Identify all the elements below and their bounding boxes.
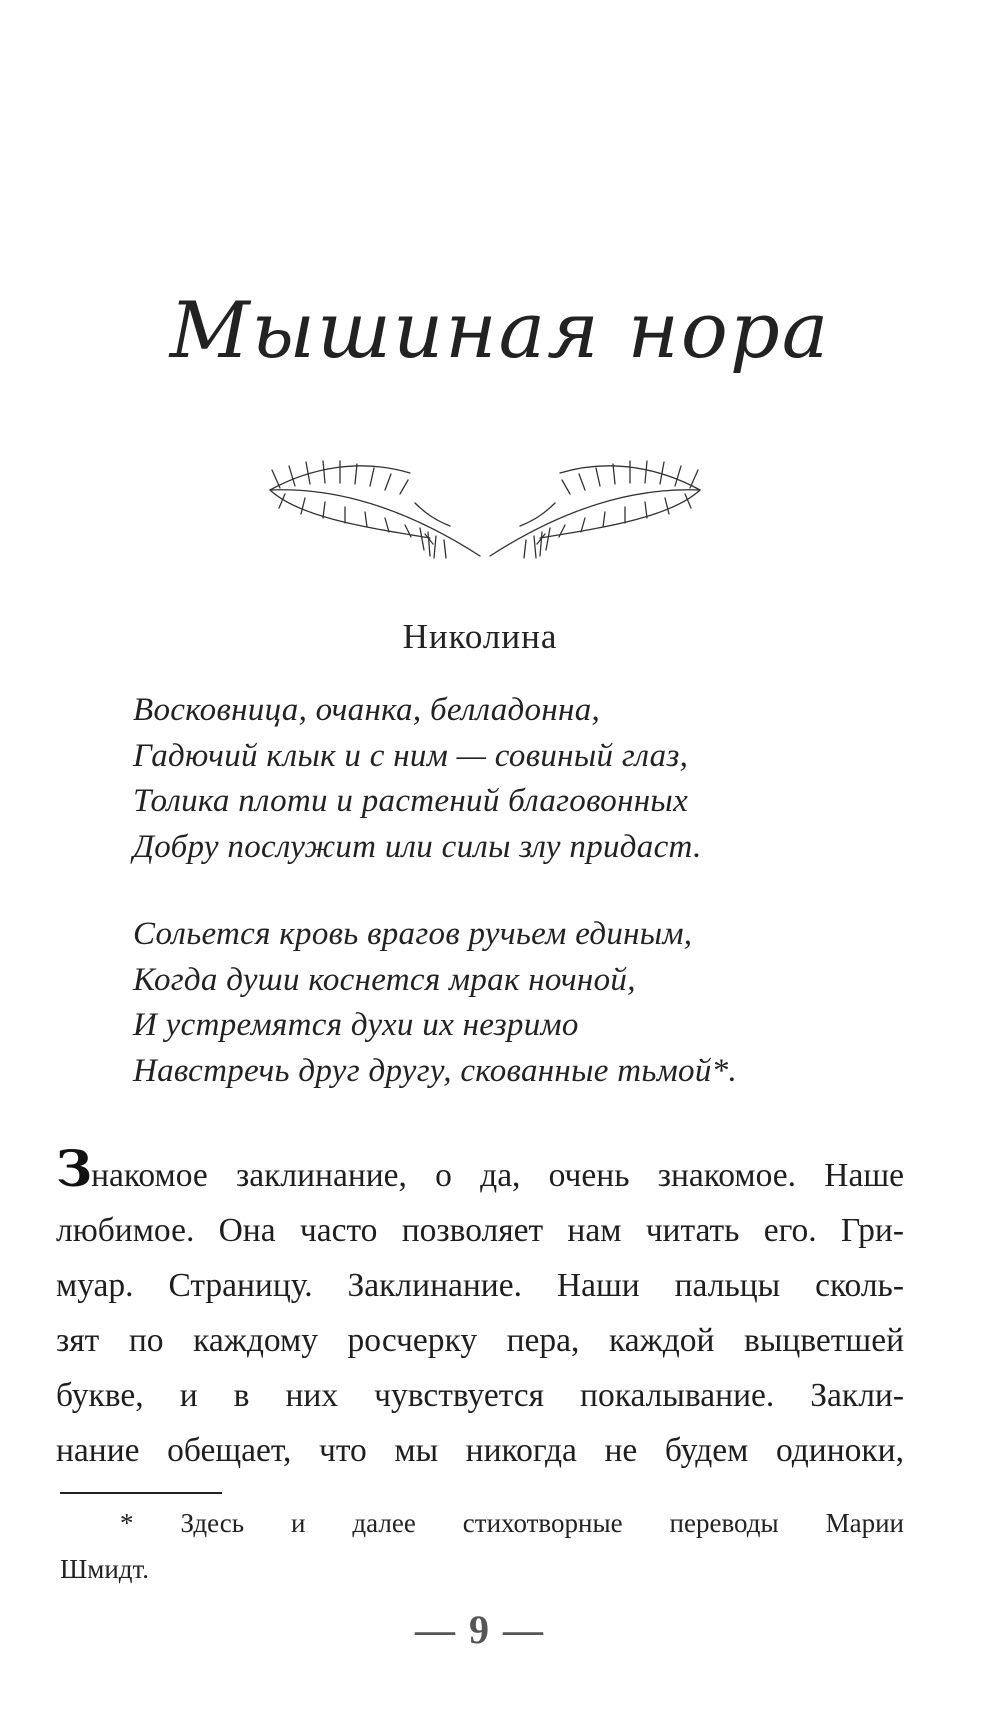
drop-cap: З bbox=[56, 1139, 92, 1198]
verse-line: Восковница, очанка, белладонна, bbox=[133, 692, 601, 728]
prose-line: зят по каждому росчерку пера, каждой выцветшей bbox=[56, 1322, 904, 1359]
verse-line: Толика плоти и растений благовонных bbox=[133, 783, 689, 819]
epigraph-stanza bbox=[133, 688, 702, 870]
epigraph-stanza bbox=[133, 912, 737, 1094]
footnote bbox=[60, 1500, 904, 1592]
verse-line: И устремятся духи их незримо bbox=[133, 1007, 579, 1043]
prose-line-text: накомое заклинание, о да, очень знакомое. Наше bbox=[91, 1157, 904, 1194]
footnote-line: * Здесь и далее стихотворные переводы Марии bbox=[120, 1508, 904, 1538]
page-number: — 9 — bbox=[415, 1607, 545, 1652]
feather-wings-icon bbox=[250, 428, 720, 563]
prose-line bbox=[56, 1139, 904, 1203]
verse-line: Когда души коснется мрак ночной, bbox=[133, 961, 636, 998]
prose-line: нание обещает, что мы никогда не будем одиноки, bbox=[56, 1432, 904, 1469]
prose-line: любимое. Она часто позволяет нам читать его. Гри- bbox=[56, 1212, 904, 1249]
footnote-line: Шмидт. bbox=[60, 1554, 150, 1584]
verse-line: Гадючий клык и с ним — совиный глаз, bbox=[133, 737, 689, 774]
verse-line: Сольется кровь врагов ручьем единым, bbox=[133, 916, 693, 952]
prose-line: муар. Страницу. Заклинание. Наши пальцы сколь- bbox=[56, 1267, 904, 1304]
body-paragraph bbox=[56, 1139, 904, 1478]
footnote-divider bbox=[60, 1492, 222, 1494]
verse-line: Добру послужит или силы злу придаст. bbox=[133, 828, 702, 865]
prose-line: букве, и в них чувствуется покалывание. Закли- bbox=[56, 1377, 904, 1414]
chapter-title: Мышиная нора bbox=[169, 286, 831, 376]
epigraph-author: Николина bbox=[402, 617, 558, 656]
verse-line: Навстречь друг другу, скованные тьмой*. bbox=[133, 1052, 738, 1089]
